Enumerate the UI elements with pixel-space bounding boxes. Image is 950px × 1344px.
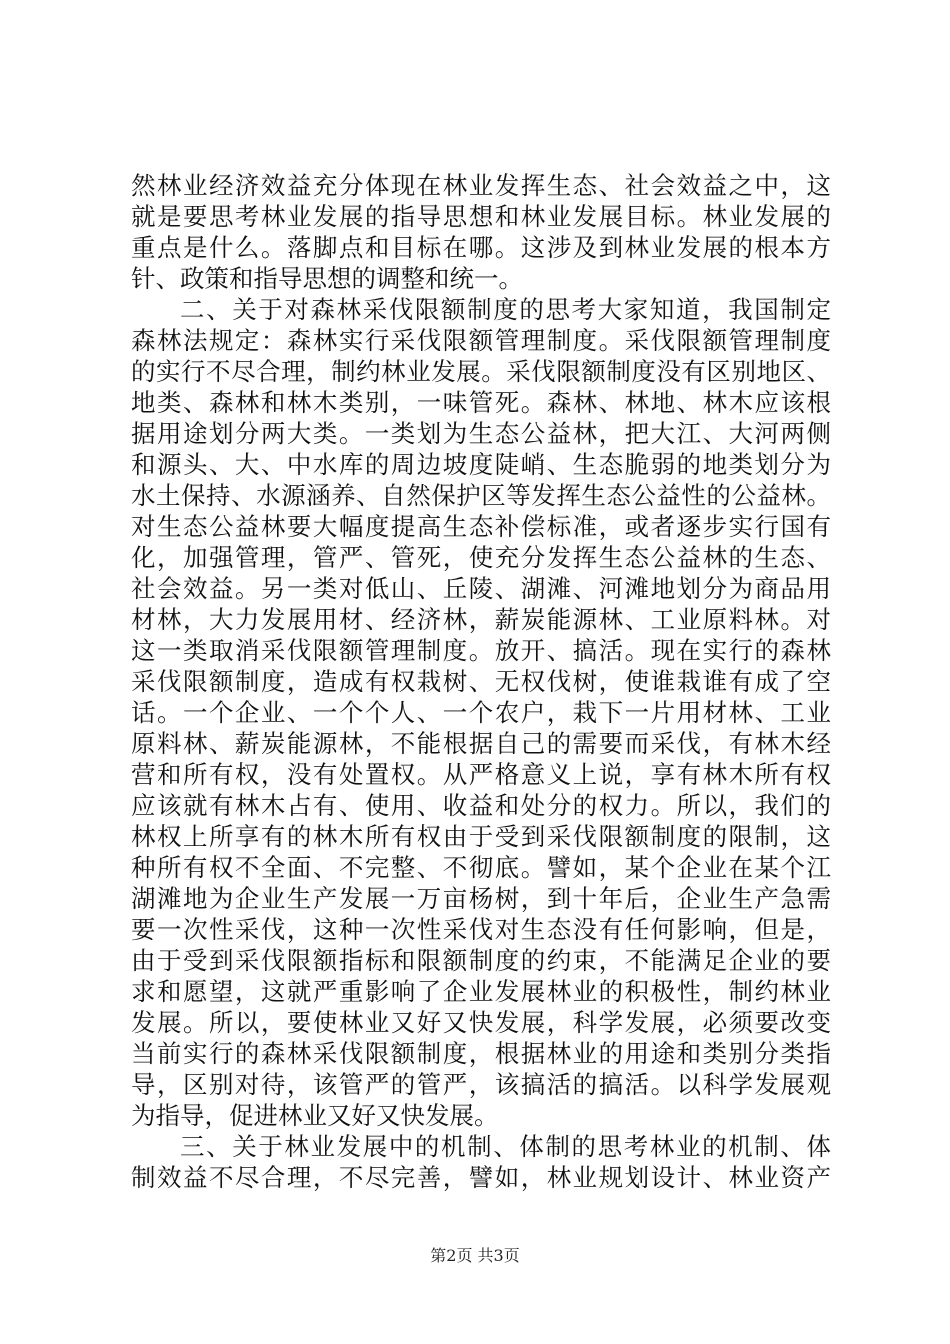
- body-text: [131, 170, 831, 1193]
- text-line: 原料林、薪炭能源林，不能根据自己的需要而采伐，有林木经: [131, 729, 831, 758]
- text-line: 就是要思考林业发展的指导思想和林业发展目标。林业发展的: [131, 202, 831, 231]
- text-line: 为指导，促进林业又好又快发展。: [131, 1101, 499, 1130]
- text-line: 社会效益。另一类对低山、丘陵、湖滩、河滩地划分为商品用: [131, 574, 831, 603]
- text-line: 当前实行的森林采伐限额制度，根据林业的用途和类别分类指: [131, 1039, 831, 1068]
- text-line: 要一次性采伐，这种一次性采伐对生态没有任何影响，但是，: [131, 915, 831, 944]
- section-two-heading-line: 二、关于对森林采伐限额制度的思考大家知道，我国制定: [180, 295, 831, 324]
- section-three-heading-line: 三、关于林业发展中的机制、体制的思考林业的机制、体: [180, 1132, 831, 1161]
- page-number-footer: 第2页 共3页: [430, 1246, 520, 1265]
- text-line: 话。一个企业、一个个人、一个农户，栽下一片用材林、工业: [131, 698, 831, 727]
- text-line: 然林业经济效益充分体现在林业发挥生态、社会效益之中，这: [131, 171, 831, 200]
- text-line: 水土保持、水源涵养、自然保护区等发挥生态公益性的公益林。: [131, 481, 831, 510]
- text-line: 营和所有权，没有处置权。从严格意义上说，享有林木所有权: [131, 760, 831, 789]
- text-line: 由于受到采伐限额指标和限额制度的约束，不能满足企业的要: [131, 946, 831, 975]
- text-line: 地类、森林和林木类别，一味管死。森林、林地、林木应该根: [131, 388, 831, 417]
- text-line: 化，加强管理，管严、管死，使充分发挥生态公益林的生态、: [131, 543, 831, 572]
- text-line: 和源头、大、中水库的周边坡度陡峭、生态脆弱的地类划分为: [131, 450, 831, 479]
- text-line: 制效益不尽合理，不尽完善，譬如，林业规划设计、林业资产: [131, 1163, 831, 1192]
- text-line: 森林法规定：森林实行采伐限额管理制度。采伐限额管理制度: [131, 326, 831, 355]
- text-line: 据用途划分两大类。一类划为生态公益林，把大江、大河两侧: [131, 419, 831, 448]
- text-line: 发展。所以，要使林业又好又快发展，科学发展，必须要改变: [131, 1008, 831, 1037]
- text-line: 种所有权不全面、不完整、不彻底。譬如，某个企业在某个江: [131, 853, 831, 882]
- text-line: 这一类取消采伐限额管理制度。放开、搞活。现在实行的森林: [131, 636, 831, 665]
- text-line: 采伐限额制度，造成有权栽树、无权伐树，使谁栽谁有成了空: [131, 667, 831, 696]
- text-line: 对生态公益林要大幅度提高生态补偿标准，或者逐步实行国有: [131, 512, 831, 541]
- text-line: 湖滩地为企业生产发展一万亩杨树，到十年后，企业生产急需: [131, 884, 831, 913]
- text-line: 针、政策和指导思想的调整和统一。: [131, 264, 523, 293]
- text-line: 应该就有林木占有、使用、收益和处分的权力。所以，我们的: [131, 791, 831, 820]
- text-line: 重点是什么。落脚点和目标在哪。这涉及到林业发展的根本方: [131, 233, 831, 262]
- text-line: 导，区别对待，该管严的管严，该搞活的搞活。以科学发展观: [131, 1070, 831, 1099]
- text-line: 材林，大力发展用材、经济林，薪炭能源林、工业原料林。对: [131, 605, 831, 634]
- text-line: 林权上所享有的林木所有权由于受到采伐限额制度的限制，这: [131, 822, 831, 851]
- text-line: 的实行不尽合理，制约林业发展。采伐限额制度没有区别地区、: [131, 357, 831, 386]
- text-line: 求和愿望，这就严重影响了企业发展林业的积极性，制约林业: [131, 977, 831, 1006]
